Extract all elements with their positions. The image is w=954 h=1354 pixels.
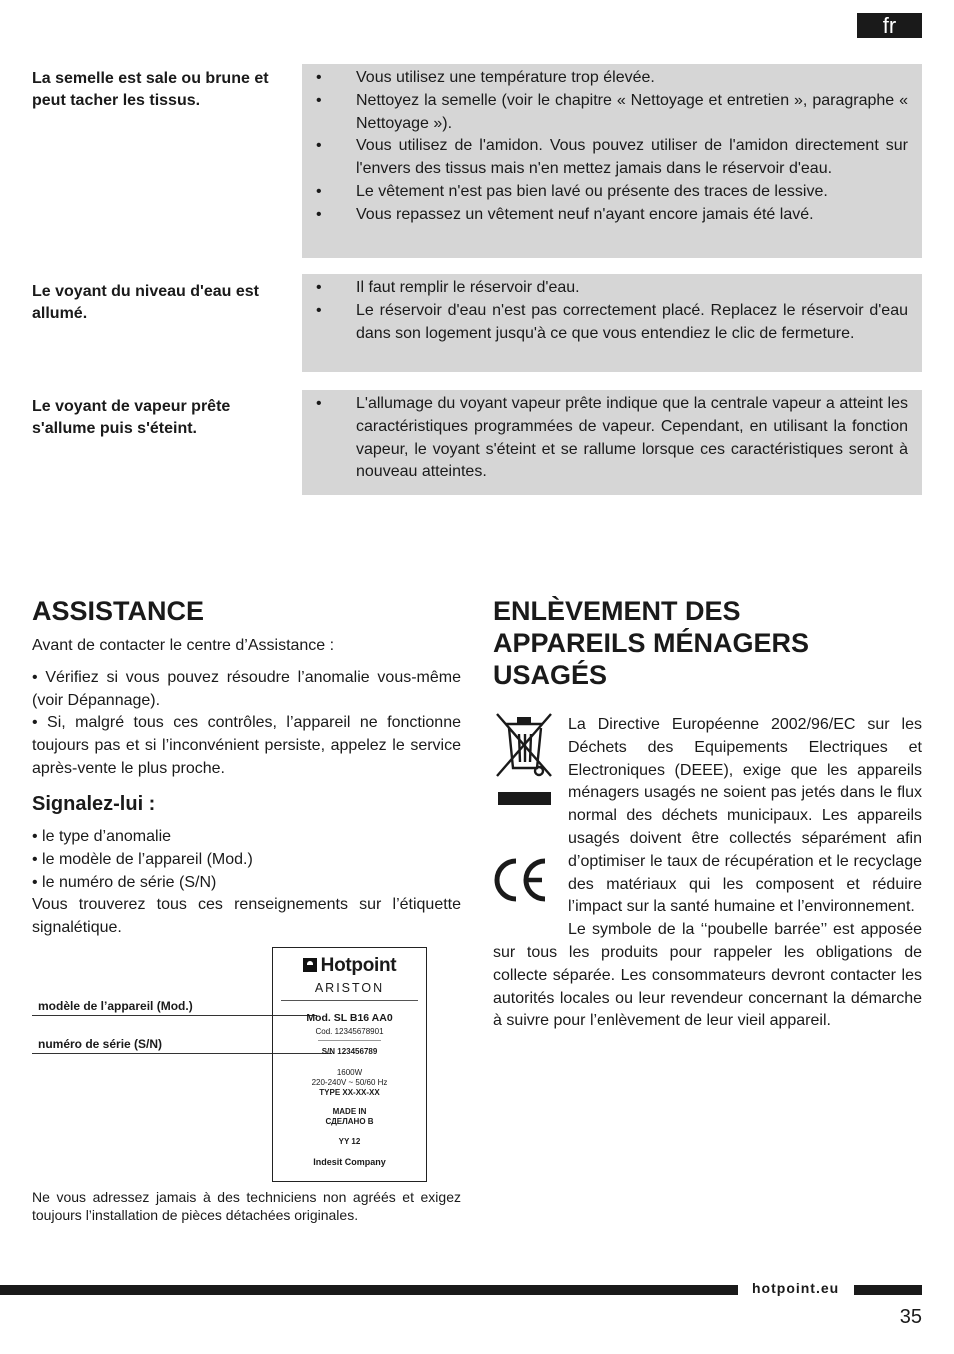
footer-bar-left [0, 1285, 738, 1295]
plate-brand-sub: ARISTON [314, 981, 385, 995]
disposal-paragraph-2: Le symbole de la ‘‘poubelle barrée’’ est apposée sur tous les produits pour rappeler les obligations de collecte séparée. Les consommateurs devront contacter les autorités locales ou leur revendeur concernant la démarche à suivre pour l’enlèvement de leur vieil appareil. [493, 921, 922, 1030]
footer-site: hotpoint.eu [752, 1280, 840, 1296]
icon-spacer [493, 714, 568, 920]
disposal-title: ENLÈVEMENT DES APPAREILS MÉNAGERS USAGÉS [493, 596, 810, 690]
footer-bar-right [854, 1285, 922, 1295]
causes-box-1 [302, 64, 922, 258]
plate-type: TYPE XX-XX-XX [319, 1088, 380, 1097]
rating-plate [272, 947, 427, 1182]
assistance-intro: Avant de contacter le centre d’Assistance : [32, 637, 335, 654]
cause-item: • Le réservoir d'eau n'est pas correctement placé. Replacez le réservoir d'eau dans son logement jusqu'à ce que vous entendiez le clic de fermeture. [316, 300, 908, 346]
page-number: 35 [899, 1306, 922, 1328]
assistance-warning: Ne vous adressez jamais à des techniciens non agréés et exigez toujours l’installation de pièces détachées originales. [32, 1189, 461, 1223]
report-title: Signalez-lui : [32, 793, 156, 815]
plate-company: Indesit Company [313, 1157, 386, 1167]
report-list [32, 826, 461, 940]
plate-small-divider [318, 1040, 381, 1041]
plate-made-in-ru: СДЕЛАНО В [325, 1117, 374, 1126]
cause-item: • Il faut remplir le réservoir d'eau. [316, 277, 908, 300]
plate-divider [281, 1000, 418, 1001]
assistance-step: • Vérifiez si vous pouvez résoudre l’anomalie vous-même (voir Dépannage). [32, 668, 461, 709]
problem-1: La semelle est sale ou brune et peut tacher les tissus. [32, 70, 269, 109]
cause-item: • Nettoyez la semelle (voir le chapitre « Nettoyage et entretien », paragraphe « Nettoyage »). [316, 90, 908, 136]
report-item: • le type d’anomalie [32, 828, 172, 845]
cause-item: • Vous utilisez de l'amidon. Vous pouvez utiliser de l'amidon directement sur l'envers des tissus mais n'en mettez jamais dans le réservoir d'eau. [316, 135, 908, 181]
cause-item: • Vous repassez un vêtement neuf n'ayant encore jamais été lavé. [316, 204, 908, 227]
hotpoint-logo-icon [303, 958, 317, 972]
cause-item: • L'allumage du voyant vapeur prête indique que la centrale vapeur a atteint les caractéristiques programmées de vapeur. Cependant, en utilisant la fonction vapeur, le voyant s'éteint et se rallume lorsque ces caractéristiques seront à nouveau atteintes. [316, 393, 908, 484]
plate-model: Mod. SL B16 AA0 [306, 1012, 393, 1024]
plate-power: 1600W [336, 1068, 363, 1077]
label-model: modèle de l’appareil (Mod.) [38, 999, 193, 1013]
assistance-body [32, 635, 461, 781]
cause-item: • Vous utilisez une température trop élevée. [316, 67, 908, 90]
plate-made-in: MADE IN [332, 1107, 367, 1116]
cause-item: • Le vêtement n'est pas bien lavé ou présente des traces de lessive. [316, 181, 908, 204]
assistance-title: ASSISTANCE [32, 596, 205, 626]
plate-voltage: 220-240V ~ 50/60 Hz [311, 1078, 388, 1087]
report-item: • le numéro de série (S/N) [32, 873, 217, 891]
causes-box-3 [302, 390, 922, 495]
assistance-step: • Si, malgré tous ces contrôles, l’appareil ne fonctionne toujours pas et si l’inconvénient persiste, appelez le service après-vente le plus proche. [32, 714, 461, 777]
report-item: • le modèle de l’appareil (Mod.) [32, 850, 253, 868]
plate-code: Cod. 12345678901 [315, 1027, 384, 1036]
disposal-body [493, 714, 922, 1033]
disposal-paragraph-1: La Directive Européenne 2002/96/EC sur les Déchets des Equipements Electriques et Electroniques (DEEE), exige que les appareils ménagers usagés ne soient pas jetés dans le flux normal des déchets municipaux. Les appareils usagés doivent être collectés séparément afin d’optimiser le taux de récupération et le recyclage des matériaux qui les composent et réduire l’impact sur la santé humaine et l’environnement. [568, 716, 922, 916]
label-serial: numéro de série (S/N) [38, 1037, 163, 1051]
plate-serial: S/N 123456789 [321, 1047, 378, 1056]
language-badge: fr [857, 13, 922, 38]
plate-year: YY 12 [338, 1137, 361, 1146]
problem-2: Le voyant du niveau d'eau est allumé. [32, 283, 259, 322]
problem-3: Le voyant de vapeur prête s'allume puis s'éteint. [32, 398, 231, 437]
plate-brand: Hotpoint [273, 956, 426, 976]
report-note: Vous trouverez tous ces renseignements sur l’étiquette signalétique. [32, 896, 461, 937]
causes-box-2 [302, 274, 922, 372]
